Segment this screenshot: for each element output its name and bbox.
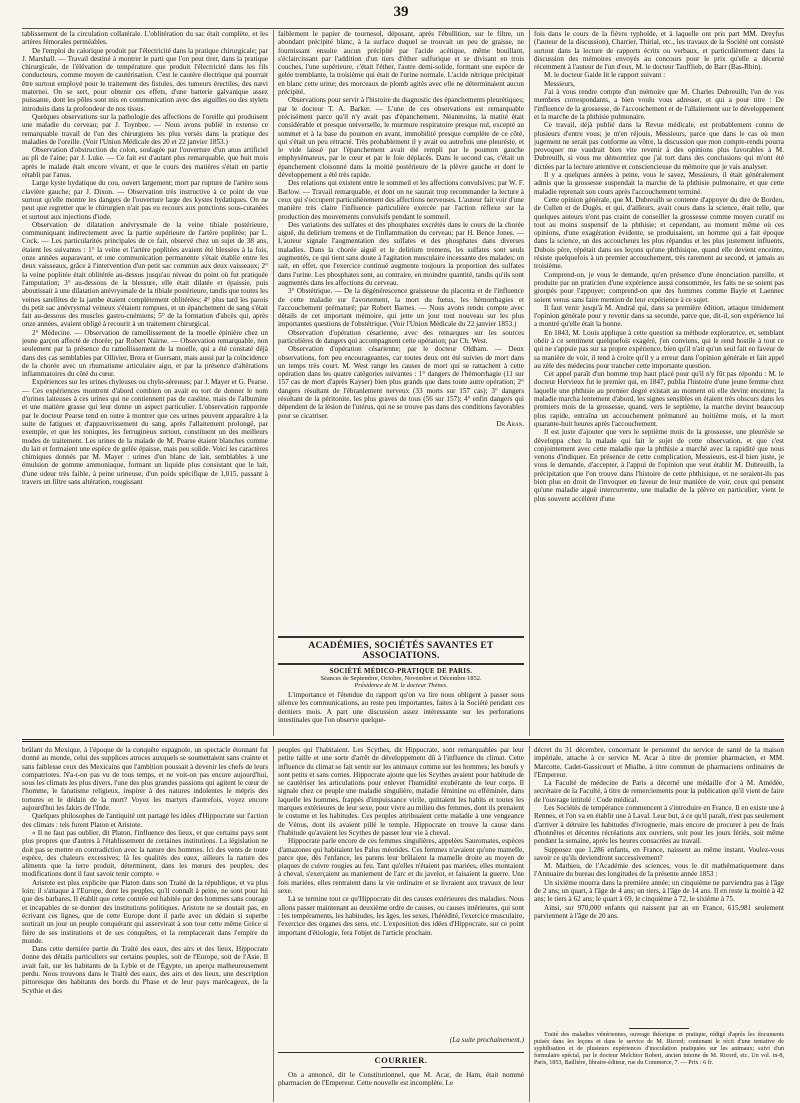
presidency: Présidence de M. le docteur Thénes. <box>354 682 448 689</box>
bottom-column-1 <box>22 746 268 1101</box>
section-rule <box>278 1052 524 1053</box>
section-rule <box>381 1067 421 1068</box>
society-name: SOCIÉTÉ MÉDICO-PRATIQUE DE PARIS. <box>329 668 473 675</box>
paragraph: « Il ne faut pas oublier, dit Platon, l'influence des lieux, et que certains pays sont plus propres que d'autres à l'établissement de certaines institutions. La législation ne doit pas se mettre en contradiction avec la nature des hommes. Ici des vents de toute espèce, des chaleurs excessives; là les qualités des eaux, ailleurs la nature des aliments que la terre produit, déterminent, dans les mœurs des peuples, des modifications dont il faut savoir tenir compte. » <box>22 828 268 879</box>
paragraph: tablissement de la circulation collatérale. L'oblitération du sac était complète, et les artères fémorales perméables. <box>22 30 268 47</box>
section-intro: L'importance et l'étendue du rapport qu'on va lire nous obligent à passer sous silence les communications, au reste peu importantes, faites à la Société pendant ces derniers mois. A part une discussion assez intéressante sur les perforations intestinales que l'on observe quelque- <box>278 691 524 724</box>
paragraph: peuples qui l'habitaient. Les Scythes, dit Hippocrate, sont remarquables par leur petite taille et une sorte d'arrêt de développement dû à l'influence du climat. Cette influence du climat se fait sentir sur les animaux comme sur les hommes; les bœufs y sont petits et sans cornes. Hippocrate ajoute que les Scythes avaient pour habitude de se cautériser les articulations pour enlever l'humidité exubérante de leur corps. Il signale chez ce peuple une maladie singulière, maladie féminine ou efféminée, dans laquelle les hommes, frappés d'impuissance virile, quittaient les habits et toutes les marques extérieures de leur sexe, pour vivre au milieu des femmes, dont ils prenaient le costume et les habitudes. Ces peuples attribuaient cette maladie à une vengeance de Vénus, dont ils avaient pillé le temple. Hippocrate en trouve la cause dans l'habitude qu'avaient les Scythes de passer leur vie à cheval. <box>278 746 524 837</box>
section-rule <box>278 636 524 638</box>
paragraph: Ce travail, déjà publié dans la Revue médicale, est probablement connu de plusieurs d'entre vous; je m'en réjouis, Messieurs, parce que dans le cas où mon jugement ne serait pas conforme au vôtre, la discussion que mon compte-rendu pourra provoquer me vaudrait bien vite revenir à des opinions plus favorables à M. Dubreuilh, si vous me démontriez que j'ai tort dans des conclusions qui m'ont été dictées par la lecture attentive et consciencieuse du mémoire que je vais analyser. <box>534 121 784 171</box>
paragraph: Quelques observations sur la pathologie des affections de l'oreille qui produisent une maladie du cerveau; par J. Toynbee. — Nous avons publié in extenso ce remarquable travail de l'un des chirurgiens les plus versés dans la pratique des maladies de l'oreille. (Voir l'Union Médicale des 20 et 22 janvier 1853.) <box>22 112 268 146</box>
session-dates: Séances de Septembre, Octobre, Novembre et Décembre 1852. <box>320 675 482 682</box>
column-divider <box>273 746 274 1102</box>
paragraph: Observation d'opération césarienne, avec des remarques sur les sources particulières de dangers qui accompagnent cette opération; par Ch. West. <box>278 328 524 345</box>
paragraph: Il faut venir jusqu'à M. Andral qui, dans sa première édition, attaque timidement l'opinion générale pour y revenir dans sa seconde, parce que, dit-il, son expérience lui a montré qu'elle était la bonne. <box>534 303 784 329</box>
paragraph: 2° Médecine. — Observation de ramollissement de la moelle épinière chez un jeune garçon affecté de chorée; par Robert Nairne. — Observation remarquable, non seulement par la présence du ramollissement de la moelle, qui a été constaté déjà dans des cas semblables par Ollivier, Brera et Guersant, mais aussi par la coïncidence de la chorée avec un rhumatisme articulaire aigu, et par la présence d'altérations inflammatoires du côté du cœur. <box>22 328 268 379</box>
paragraph: M. le docteur Gaide lit le rapport suivant : <box>544 71 666 80</box>
paragraph: Dr Aran. <box>496 419 524 428</box>
paragraph: Observation d'opération césarienne; par le docteur Oldham. — Deux observations, fort peu encourageantes, car toutes deux ont été suivies de mort dans un temps très court. M. West range les causes de mort qui se rattachent à cette opération dans les quatre catégories suivantes : 1° dangers de l'hémorrhagie (11 sur 157 cas de mort d'après Kayser) bien plus grands que dans toute autre opération; 2° dangers résultant de l'ébranlement nerveux (33 morts sur 157 cas); 3° dangers résultant de la péritonite, les plus graves de tous (56 sur 157); 4° enfin dangers qui dépendent de la lésion de l'utérus, qui ne se trouve pas dans des conditions favorables pour se cicatriser. <box>278 345 524 420</box>
courrier-section <box>278 1052 524 1102</box>
paragraph: Des relations qui existent entre le sommeil et les affections convulsives; par W. F. Barlow. — Travail remarquable, et dont on ne saurait trop recommander la lecture à ceux qui s'occupent particulièrement des affections nerveuses. L'auteur fait voir d'une manière très claire l'influence particulière exercée par l'action réflexe sur la production des mouvements convulsifs pendant le sommeil. <box>278 179 524 221</box>
paragraph: Supposez que 1,286 enfants, en France, naissent au même instant. Voulez-vous savoir ce qu'ils deviendront successivement? <box>534 845 784 862</box>
bottom-column-2 <box>278 746 524 1036</box>
paragraph: Dans cette dernière partie du Traité des eaux, des airs et des lieux, Hippocrate donne des détails particuliers sur certains peuples, soit de l'Europe, soit de l'Asie. Il avait fait, sur les habitants de la Lybie et de l'Égypte, un aperçu malheureusement perdu. Nous trouvons dans le Traité des eaux, des airs et des lieux, une description pittoresque des habitants des bords du Phase et de leur pays marécageux, de la Scythie et des <box>22 945 268 995</box>
bottom-column-3 <box>534 746 784 1026</box>
paragraph: Observations pour servir à l'histoire du diagnostic des épanchements pleurétiques; par le docteur T. A. Barker. — L'une de ces observations est remarquable précisément parce qu'il n'y avait pas d'épanchement. Néanmoins, la matité était considérable et presque universelle, le murmure respiratoire presque nul, excepté au sommet et à la base du poumon en avant, immobilité presque complète de ce côté, qui s'était un peu rétracté. Très probablement il y avait eu autrefois une pleurésie, et le vide laissé par l'épanchement avait été rempli par le poumon gauche emphysémateux, par le cœur et par le foie déplacés. Dans le second cas, c'était un épanchement cloisonné dans la moitié postérieure de la plèvre gauche et dont le développement a été très rapide. <box>278 96 524 180</box>
courrier-title: COURRIER. <box>374 1055 428 1065</box>
paragraph: La Faculté de médecine de Paris a décerné une médaille d'or à M. Amédée, secrétaire de la Faculté, à titre de remerciements pour la publication qu'il vient de faire de l'ouvrage intitulé : Code médical. <box>534 779 784 804</box>
section-rule <box>278 663 524 665</box>
paragraph: décret du 31 décembre, concernant le personnel du service de santé de la maison impériale, attache à ce service M. Acar à titre de premier pharmacien, et MM. Marcotte, Cadet-Gassicourt et Mialhe, à titre commun de pharmaciens ordinaires de l'Empereur. <box>534 746 784 779</box>
horizontal-separator <box>22 739 784 742</box>
column-divider <box>273 30 274 736</box>
paragraph: Cet appel paraît d'un homme trop haut placé pour qu'il n'y fût pas répondu : M. le docteur Hervieux fut le premier qui, en 1847, publia l'histoire d'une jeune femme chez laquelle une phthisie au premier degré existait au moment où elle devint enceinte; la maladie marcha lentement d'abord, les signes sensibles en étaient très obscurs dans les premiers mois de la grossesse, quand, vers le septième, la marche devint beaucoup plus rapide, entraîna un accouchement prématuré au huitième mois, et la mort quarante-huit heures après l'accouchement. <box>534 370 784 428</box>
header-rule <box>22 28 784 29</box>
paragraph: Là se termine tout ce qu'Hippocrate dit des causes extérieures des maladies. Nous allons passer maintenant au deuxième ordre de causes, ou causes intérieures, qui sont : les tempéraments, les habitudes, les âges, les sexes, l'hérédité, l'exercice musculaire, l'exercice des organes des sens, etc. L'exposition des idées d'Hippocrate, sur ce point important d'étiologie, fera l'objet de l'article prochain. <box>278 895 524 937</box>
paragraph: Les Sociétés de tempérance commencent à s'introduire en France. Il en existe une à Rennes, et l'on va en établir une à Laval. Leur but, à ce qu'il paraît, n'est pas seulement d'arriver à détruire les habitudes d'ivrognerie, mais encore de procurer à peu de frais d'honnêtes et décentes récréations aux ouvriers, soit pour les jours fériés, soit même pendant la semaine, après les heures consacrées au travail. <box>534 804 784 846</box>
bibliography-notice <box>534 1028 784 1101</box>
courrier-text: On a annoncé, dit le Constitutionnel, que M. Acar, de Ham, était nommé pharmacien de l'Empereur. Cette nouvelle est incomplète. Le <box>278 1071 524 1088</box>
paragraph: Des variations des sulfates et des phosphates excrétés dans le cours de la chorée aiguë, du delirium tremens et de l'inflammation du cerveau; par H. Bence Jones. — L'auteur signale l'augmentation des sulfates et des phosphates dans diverses maladies. Dans la chorée aiguë et le delirium tremens, les sulfates sont seuls augmentés, ce qui tient sans doute à l'agitation musculaire incessante des malades; on sait, en effet, que l'exercice continué augmente toujours la proportion des sulfates dans l'urine. Les phosphates sont, au contraire, en moindre quantité, tandis qu'ils sont augmentés dans les affections du cerveau. <box>278 220 524 287</box>
section-title: ACADÉMIES, SOCIÉTÉS SAVANTES ET ASSOCIATIONS. <box>308 641 494 661</box>
paragraph: Comprend-on, je vous le demande, qu'en présence d'une énonciation pareille, et produite par un praticien d'une expérience aussi consommée, les faits ne se soient pas groupés pour l'appuyer; comprend-on que des hommes comme Bayle et Laennec soient venus sans faire mention de leur expérience à ce sujet. <box>534 270 784 304</box>
paragraph: Expériences sur les urines chyleuses ou chylo-séreuses; par J. Mayer et G. Pearse. — Ces expériences montrent d'abord combien on avait eu tort de donner le nom d'urines laiteuses à ces urines qui ne contiennent pas de caséine, mais de l'albumine et une matière grasse qui leur donne un aspect particulier. L'observation rapportée par le docteur Pearse tend en outre à montrer que ces urines peuvent apparaître à la suite de fatigues et d'appauvrissement du sang, après l'allaitement prolongé, par exemple, et que les toniques, les ferrugineux surtout, constituent un des meilleurs modes de traitement. Les urines de la malade de M. Pearse étaient blanches comme du lait et formaient une espèce de gelée épaisse, mais peu solide. Voici les caractères chimiques donnés par M. Mayer : urines d'un blanc de lait, semblables à une émulsion de gomme ammoniaque, formant un liquide plus consistant que le lait, d'une odeur très faible, à peine urineuse, d'un poids spécifique de 1,015, passant à travers un filtre sans altération, rougissant <box>22 378 268 487</box>
paragraph: J'ai à vous rendre compte d'un mémoire que M. Charles Dubreuilh, l'un de vos membres correspondants, a bien voulu vous adresser, et qui a pour titre : De l'influence de la grossesse, de l'accouchement et de l'allaitement sur le développement et la marche de la phthisie pulmonaire. <box>534 88 784 121</box>
top-column-2 <box>278 30 524 630</box>
paragraph: brûlant du Mexique, à l'époque de la conquête espagnole, un spectacle étonnant fut donné au monde, celui des supplices atroces auxquels se soumettaient sans crainte et sans faiblesse ceux des Mexicains que l'ambition poussait à devenir les chefs de leurs compatriotes. N'a-t-on pas vu de tous temps, et ne voit-on pas encore aujourd'hui, sous les climats les plus divers, l'une des plus grandes passions qui agitent le cœur de l'homme, le fanatisme religieux, inspirer à des natures indolentes le mépris des tortures et le dédain de la mort? Voyez les martyrs d'autrefois, voyez encore aujourd'hui les fakirs de l'Inde. <box>22 746 268 813</box>
paragraph: Cette opinion générale, que M. Dubreuilh se contente d'appuyer du dire de Bordeu, de Cullen et de Dugès, et qui, d'ailleurs, avait cours dans la science, était telle, que quelques auteurs n'ont pas craint de conseiller la grossesse comme moyen curatif ou tout au moins suspensif de la phthisie; et cependant, au moment même où ces opinions, d'une exagération évidente, se produisaient, un homme qui a fait époque dans la science, un des accoucheurs les plus répandus et les plus justement influents, Dubois père, répétait dans ses leçons qu'une phthisique, quand elle devient enceinte, résiste quelquefois à un premier accouchement, très rarement au second, et jamais au troisième. <box>534 195 784 271</box>
paragraph: Large kyste hydatique du cou, ouvert largement; mort par rupture de l'artère sous clavière gauche; par J. Dixon. — Observation très instructive à ce point de vue surtout qu'elle montre les dangers de l'ouverture large des kystes hydatiques. On ne peut que regretter que le chirurgien n'ait pas eu recours aux ponctions sous-cutanées et surtout aux injections d'iode. <box>22 179 268 221</box>
paragraph: Aristote est plus explicite que Platon dans son Traité de la république, et va plus loin; il s'attaque à l'Europe, dont les peuples, qu'il connaît à peine, ne sont pour lui que des barbares. Il établit que cette contrée est habitée par des hommes sans courage et incapables de se donner des institutions politiques. Aristote ne se doutait pas, en écrivant ces lignes, que de cette Europe dont il parle avec un dédain si superbe sortirait un jour un peuple conquérant qui asservirait à son tour cette même Grèce si fière de ses institutions et de ses conquêtes, et la remplacerait dans l'empire du monde. <box>22 878 268 945</box>
section-rule <box>629 1028 689 1029</box>
paragraph: 3° Obstétrique. — De la dégénérescence graisseuse du placenta et de l'influence de cette maladie sur l'avortement, la mort du fœtus, les hémorrhagies et l'accouchement prématuré; par Robert Barnes. — Nous avons rendu compte avec détails de cet important mémoire, qui jette un jour tout nouveau sur les plus importantes questions de l'obstétrique. (Voir l'Union Médicale du 22 janvier 1853.) <box>278 287 524 329</box>
paragraph: Observation d'obstruction du colon, soulagée par l'ouverture d'un anus artificiel au pli de l'aine; par J. Luke. — Ce fait est d'autant plus remarquable, que huit mois après le malade était encore vivant, et que le cours des matières s'était en partie rétabli par l'anus. <box>22 146 268 180</box>
academies-section <box>278 634 524 736</box>
paragraph: Il est juste d'ajouter que vers le septième mois de la grossesse, une pleurésie se développa chez la malade qui fait le sujet de cette observation, et que c'est conjointement avec cette maladie que la phthisie a marché avec la rapidité que nous venons d'indiquer. En présence de cette complication, Messieurs, est-il bien juste, je vous le demande, d'accepter, à l'appui de l'opinion que veut établir M. Dubreuilh, la précipitation que l'on trouve dans l'histoire de cette phthisique, et ne seraient-ils pas bien plus en droit de l'invoquer en faveur de leur manière de voir, ceux qui pensent qu'une maladie aiguë intercurrente, une maladie de la plèvre en particulier, vient le plus souvent accélérer d'une <box>534 428 784 503</box>
paragraph: En 1843, M. Louis applique à cette question sa méthode exploratrice, et, semblant obéir à ce sentiment quelquefois exagéré, j'en conviens, qui le rend hostile à tout ce qui ne s'appuie pas sur sa propre expérience, bien qu'il n'ait qu'un seul fait en faveur de sa manière de voir, il tend à croire qu'il y a erreur dans l'opinion générale et fait appel au zèle des médecins pour trancher cette importante question. <box>534 328 784 370</box>
paragraph: M. Mathieu, de l'Académie des sciences, vous le dit mathématiquement dans l'Annuaire du bureau des longitudes de la présente année 1853 : <box>534 862 784 879</box>
to-be-continued: (La suite prochainement.) <box>449 1036 524 1044</box>
paragraph: Messieurs, <box>544 79 575 88</box>
paragraph: faiblement le papier de tournesol, déposant, après l'ébullition, sur le filtre, un abondant précipité blanc, à la surface duquel se trouvait un peu de graisse, ne fournissant ensuite aucun précipité par l'acide acétique, même bouillant, s'éclaircissant par l'addition d'un tiers d'éther sulfurique et se divisant en trois couches, l'une supérieure, c'était l'éther, l'autre demi-solide, formant une espèce de gelée tremblante, la troisième qui était de l'urine normale. L'acide nitrique précipitait en blanc cette urine; des morceaux de plomb agités avec elle ne déterminaient aucun précipité. <box>278 30 524 97</box>
paragraph: Observation de dilatation anévrysmale de la veine tibiale postérieure, communiquant indirectement avec la partie supérieure de l'artère poplitée; par L. Cock. — Les particularités principales de ce fait, observé chez un sujet de 38 ans, étaient les suivantes : 1° la veine et l'artère poplitées avaient été blessées à la fois, onze années auparavant, et une communication permanente s'était établie entre les deux vaisseaux, grâce à l'intervention d'un petit sac commun aux deux vaisseaux; 2° la veine poplitée était oblitérée au-dessus jusqu'au niveau du point où fut pratiquée l'amputation; 3° au-dessous de la blessure, elle était dilatée et épaissie, puis aboutissait à une dilatation anévrysmale de la tibiale postérieure, tandis que toutes les veines satellites de la jambe étaient complètement oblitérées; 4° plus tard les parois du petit sac anévrysmal veineux s'étaient rompues, et un épanchement de sang s'était fait au-dessous des muscles gastro-cnémiens; 5° de la formation d'abcès qui, après onze années, avaient obligé à recourir à un traitement chirurgical. <box>22 220 268 329</box>
paragraph: De l'emploi du calorique produit par l'électricité dans la pratique chirurgicale; par J. Marshall. — Travail destiné à montrer le parti que l'on peut tirer, dans la pratique chirurgicale, de l'élévation de température que produit l'électricité dans les fils conducteurs, comme moyen de cautérisation. C'est le cautère électrique qui pourrait être surtout employé pour le traitement des fistules, des tumeurs érectiles, des nævi maternei. On se sert, pour obtenir ces effets, d'une batterie galvanique assez puissante, dont les pôles sont mis en communication avec des aiguilles ou des stylets introduits dans la profondeur de nos tissus. <box>22 46 268 113</box>
paragraph: fois dans le cours de la fièvre typhoïde, et à laquelle ont pris part MM. Dreyfus (l'auteur de la discussion), Charrier, Thirial, etc., les travaux de la Société ont consisté surtout dans la lecture de rapports écrits ou verbaux, et particulièrement dans la discussion des mémoires envoyés au concours pour le prix qu'elle a décerné récemment à l'auteur de l'un d'eux, M. le docteur Taufflieb, de Barr (Bas-Rhin). <box>534 30 784 72</box>
paragraph: Quelques philosophes de l'antiquité ont partagé les idées d'Hippocrate sur l'action des climats : tels furent Platon et Aristote. <box>22 812 268 829</box>
paragraph: Il y a quelques années à peine, vous le savez, Messieurs, il était généralement admis que la grossesse suspendait la marche de la phthisie pulmonaire, et que cette maladie reprenait son cours après l'accouchement terminé. <box>534 171 784 196</box>
paragraph: Ainsi, sur 970,000 enfants qui naissent par an en France, 615,981 seulement parviennent à l'âge de 20 ans. <box>534 903 784 920</box>
column-divider <box>529 746 530 1102</box>
page-number: 39 <box>393 4 409 20</box>
top-column-1 <box>22 30 268 735</box>
paragraph: Un sixième mourra dans la première année; un cinquième ne parviendra pas à l'âge de 2 ans; un quart, à l'âge de 4 ans; un tiers, à l'âge de 14 ans. Il en reste la moitié à 42 ans; le tiers à 62 ans; le quart à 69, le cinquième à 72, le sixième à 75. <box>534 878 784 904</box>
paragraph: Hippocrate parle encore de ces femmes singulières, appelées Sauromates, espèces d'amazones qui habitaient les Palus méotides. Ces femmes n'avaient qu'une mamelle, parce que, dès l'enfance, les parens leur brûlaient la mamelle droite au moyen de plaques de cuivre rougies au feu. Tant qu'elles n'étaient pas mariées, elles montaient à cheval, s'exerçaient au maniement de l'arc et du javelot, et faisaient la guerre. Une fois mariées, elles rentraient dans la vie ordinaire et se livraient aux travaux de leur sexe. <box>278 837 524 896</box>
newspaper-page <box>14 0 788 1103</box>
top-column-3 <box>534 30 784 735</box>
bibliography-text: Traité des maladies vénériennes, ouvrage théorique et pratique, rédigé d'après les documents puisés dans les leçons et dans le service de M. Ricord; contenant le récit d'une tentative de syphilisation et de plusieurs expériences d'inoculation pratiquées sur les animaux; suivi d'un formulaire spécial, par le docteur Melchior Robert, ancien interne de M. Ricord, etc. Un vol. in-8, Paris, 1853, Baillière, libraire-éditeur, rue du Commerce, 7. — Prix : 6 fr. <box>534 1032 784 1067</box>
column-divider <box>529 30 530 736</box>
